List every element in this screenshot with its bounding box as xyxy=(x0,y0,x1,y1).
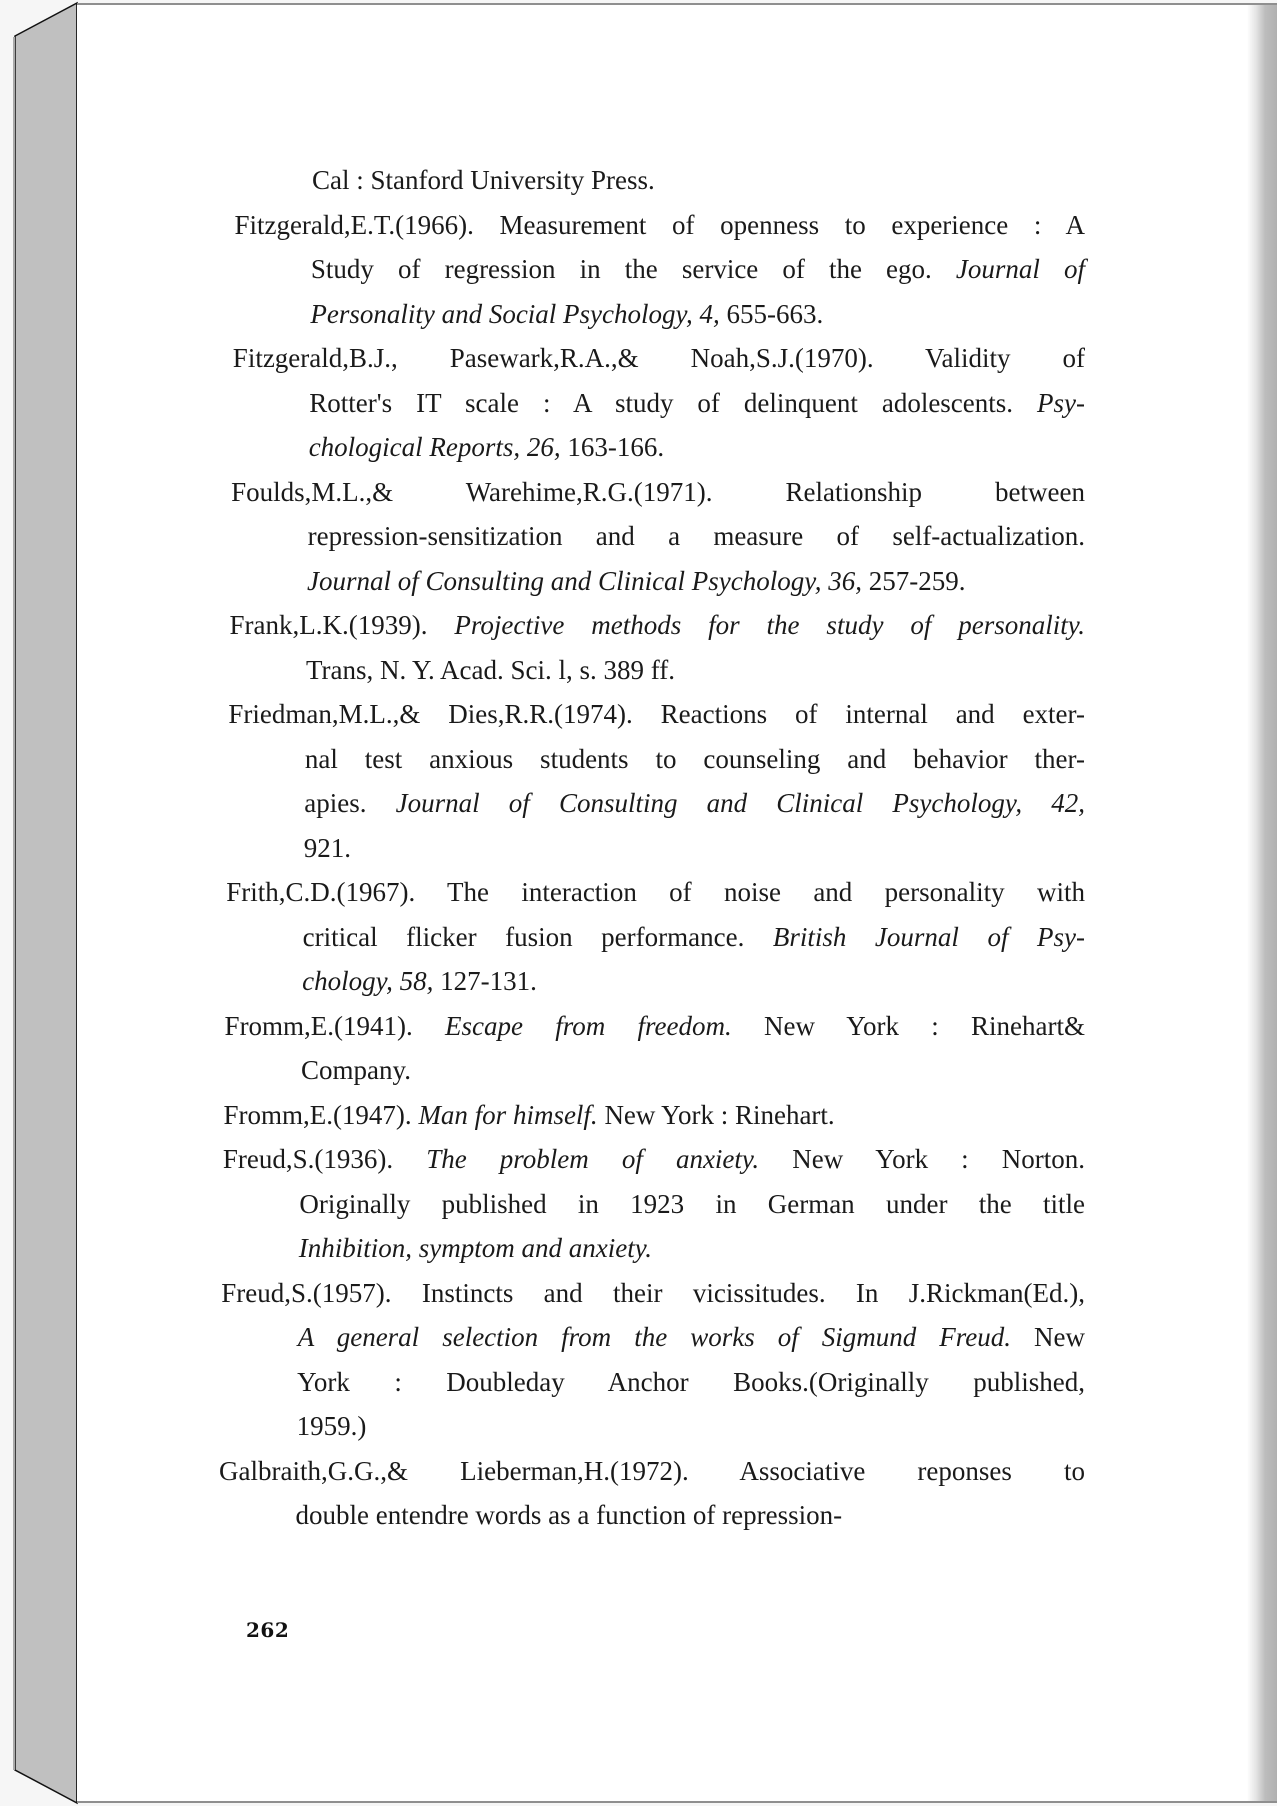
reference-first-line xyxy=(225,1004,1085,1048)
text: Fromm,E.(1941). xyxy=(224,1010,446,1041)
text: Foulds,M.L.,& Warehime,R.G.(1971). Relationship between xyxy=(231,476,1085,507)
text: Galbraith,G.G.,& Lieberman,H.(1972). Associative reponses to xyxy=(219,1455,1085,1486)
reference-continuation-line xyxy=(310,292,823,336)
italic-text: chological Reports, 26, xyxy=(308,432,561,462)
italic-text: The problem of anxiety. xyxy=(426,1144,760,1174)
italic-text: Escape from freedom. xyxy=(445,1010,732,1041)
reference-list xyxy=(77,5,1277,1801)
reference-continuation-line xyxy=(312,158,655,202)
text: Fitzgerald,E.T.(1966). Measurement of openness to experience : A xyxy=(234,209,1085,240)
italic-text: A general selection from the works of Sigmund Freud. xyxy=(297,1322,1011,1352)
italic-text: Projective methods for the study of personality. xyxy=(454,610,1085,640)
reference-continuation-line xyxy=(297,1360,1085,1404)
text: 257-259. xyxy=(862,565,966,596)
text: New York : Rinehart. xyxy=(597,1099,835,1130)
reference-first-line xyxy=(226,870,1085,914)
reference-first-line xyxy=(230,603,1086,647)
reference-continuation-line xyxy=(299,1182,1085,1226)
text: critical flicker fusion performance. xyxy=(302,921,773,952)
text: 921. xyxy=(303,832,351,863)
text: Frank,L.K.(1939). xyxy=(229,610,455,640)
text: 655-663. xyxy=(719,298,824,329)
reference-continuation-line xyxy=(309,381,1085,425)
text: 127-131. xyxy=(433,966,537,996)
text: Company. xyxy=(301,1055,411,1085)
text: Freud,S.(1957). Instincts and their vicissitudes. In J.Rickman(Ed.), xyxy=(221,1277,1085,1308)
text: repression-sensitization and a measure of self-actualization. xyxy=(307,521,1085,551)
page-number: 262 xyxy=(246,1618,290,1642)
text: Fitzgerald,B.J., Pasewark,R.A.,& Noah,S.J.(1970). Validity of xyxy=(232,343,1085,373)
italic-text: British Journal of Psy- xyxy=(772,921,1085,952)
text: New xyxy=(1010,1322,1085,1352)
reference-continuation-line xyxy=(304,781,1085,825)
reference-continuation-line xyxy=(308,514,1085,558)
reference-first-line xyxy=(233,336,1085,380)
reference-first-line xyxy=(231,470,1085,514)
reference-first-line xyxy=(234,203,1085,247)
text: apies. xyxy=(304,788,396,818)
text: Freud,S.(1936). xyxy=(222,1144,427,1174)
italic-text: Inhibition, symptom and anxiety. xyxy=(298,1233,652,1263)
reference-first-line xyxy=(219,1449,1085,1493)
text: Study of regression in the service of the ego. xyxy=(310,254,956,284)
text: Trans, N. Y. Acad. Sci. l, s. 389 ff. xyxy=(305,654,675,685)
text: York : Doubleday Anchor Books.(Originally published, xyxy=(297,1366,1085,1397)
reference-continuation-line xyxy=(305,737,1085,781)
reference-continuation-line xyxy=(309,425,664,469)
book-spine xyxy=(0,0,80,1806)
text: New York : Rinehart& xyxy=(731,1010,1085,1041)
italic-text: Journal of xyxy=(955,254,1085,284)
italic-text: Man for himself. xyxy=(418,1099,598,1130)
reference-continuation-line xyxy=(299,1226,652,1270)
reference-first-line xyxy=(223,1137,1085,1181)
reference-continuation-line xyxy=(311,247,1085,291)
reference-first-line xyxy=(228,692,1085,736)
text: 163-166. xyxy=(560,432,665,462)
text: Fromm,E.(1947). xyxy=(223,1099,419,1130)
reference-continuation-line xyxy=(303,915,1085,959)
italic-text: Journal of Consulting and Clinical Psychology, 42, xyxy=(395,788,1085,818)
book-page xyxy=(77,3,1277,1803)
italic-text: Personality and Social Psychology, 4, xyxy=(310,298,720,329)
reference-continuation-line xyxy=(296,1493,843,1537)
text: 1959.) xyxy=(296,1411,367,1441)
reference-first-line xyxy=(223,1093,834,1137)
text: Frith,C.D.(1967). The interaction of noise and personality with xyxy=(226,877,1085,907)
text: Rotter's IT scale : A study of delinquent adolescents. xyxy=(309,387,1038,418)
reference-first-line xyxy=(221,1271,1085,1315)
reference-continuation-line xyxy=(307,559,965,603)
italic-text: Psy- xyxy=(1037,387,1085,418)
text: Cal : Stanford University Press. xyxy=(312,165,655,195)
text: New York : Norton. xyxy=(759,1144,1085,1174)
reference-continuation-line xyxy=(306,648,675,692)
italic-text: Journal of Consulting and Clinical Psychology, 36, xyxy=(307,565,863,596)
text: double entendre words as a function of repression- xyxy=(295,1500,843,1530)
reference-continuation-line xyxy=(298,1315,1085,1359)
text: nal test anxious students to counseling and behavior ther- xyxy=(304,743,1085,774)
text: Originally published in 1923 in German under the title xyxy=(299,1188,1085,1219)
italic-text: chology, 58, xyxy=(302,966,434,996)
reference-continuation-line xyxy=(301,1048,411,1092)
reference-continuation-line xyxy=(304,826,351,870)
reference-continuation-line xyxy=(297,1404,367,1448)
text: Friedman,M.L.,& Dies,R.R.(1974). Reactions of internal and exter- xyxy=(228,699,1085,729)
reference-continuation-line xyxy=(302,959,537,1003)
